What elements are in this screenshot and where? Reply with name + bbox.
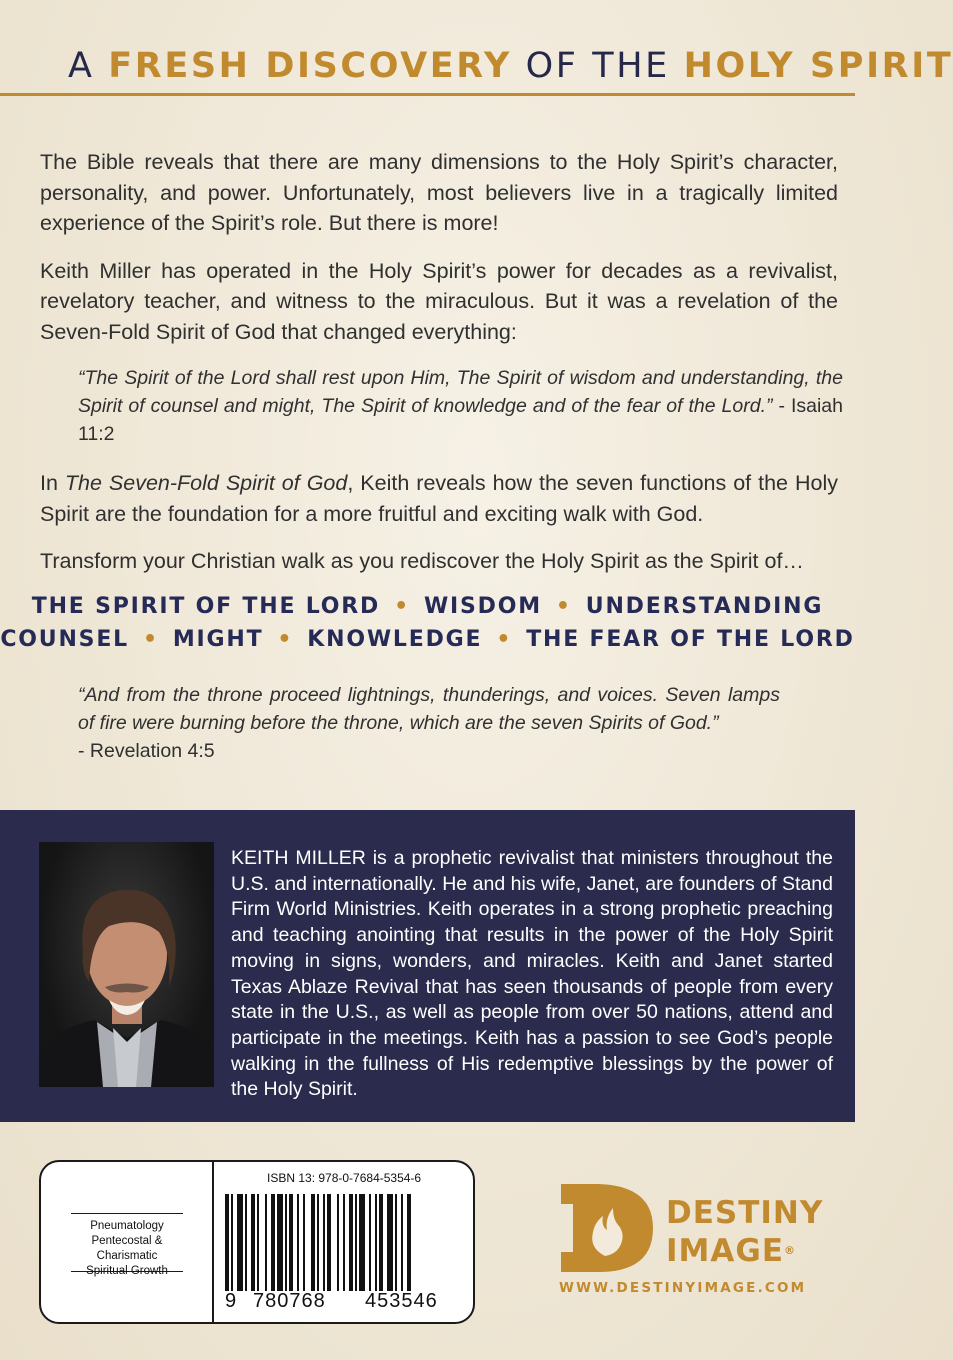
- brand-line-1: DESTINY: [666, 1195, 824, 1231]
- bullet-separator: •: [142, 627, 159, 652]
- seven-spirits-list: [0, 590, 855, 656]
- spirit-knowledge: KNOWLEDGE: [307, 627, 483, 652]
- revelation-quote-ref: - Revelation 4:5: [78, 740, 215, 762]
- revelation-quote: [78, 681, 780, 765]
- headline-part-holy-spirit: HOLY SPIRIT: [683, 46, 953, 86]
- paragraph-3-start: In: [40, 471, 65, 495]
- bullet-separator: •: [555, 594, 572, 619]
- bullet-separator: •: [394, 594, 410, 619]
- isaiah-quote: [78, 364, 843, 448]
- headline-part-fresh-discovery: FRESH DISCOVERY: [108, 46, 512, 86]
- category-item: Pentecostal & Charismatic: [91, 1235, 163, 1262]
- paragraph-2: Keith Miller has operated in the Holy Spirit’s power for decades as a revivalist, revelatory teacher, and witness to the miraculous. But it was a revelation of the Seven-Fold Spirit of God that changed everything:: [40, 258, 838, 344]
- isaiah-quote-ref: - Isaiah 11:2: [78, 395, 843, 445]
- bullet-separator: •: [496, 627, 513, 652]
- headline-rule: [0, 93, 855, 96]
- isaiah-quote-text: “The Spirit of the Lord shall rest upon Him, The Spirit of wisdom and understanding, the Spirit of counsel and might, The Spirit of knowledge and of the fear of the Lord.”: [78, 367, 843, 417]
- barcode-panel: [39, 1160, 475, 1324]
- spirit-might: MIGHT: [172, 627, 264, 652]
- category-panel: [41, 1162, 214, 1322]
- spirits-line-2: [0, 623, 855, 656]
- spirit-fear-of-the-lord: THE FEAR OF THE LORD: [526, 627, 855, 652]
- cover-headline: [0, 40, 953, 92]
- category-item: Pneumatology: [90, 1220, 164, 1232]
- brand-line-2-text: IMAGE: [666, 1233, 784, 1269]
- author-photo: [39, 842, 214, 1087]
- subject-categories: [71, 1213, 183, 1277]
- spirit-wisdom: WISDOM: [423, 594, 542, 619]
- revelation-quote-text: “And from the throne proceed lightnings, thunderings, and voices. Seven lamps of fire were burning before the throne, which are the seven Spirits of God.”: [78, 684, 780, 734]
- barcode-digit-first: 9: [225, 1290, 238, 1312]
- barcode-digits-group-2: 453546: [365, 1290, 438, 1312]
- paragraph-1: The Bible reveals that there are many dimensions to the Holy Spirit’s character, personality, and power. Unfortunately, most believers live in a tragically limited experience of the Spirit’s role. But there is more!: [40, 150, 838, 235]
- spirit-the-lord: THE SPIRIT OF THE LORD: [31, 594, 381, 619]
- publisher-url: WWW.DESTINYIMAGE.COM: [559, 1280, 807, 1296]
- author-bio: KEITH MILLER is a prophetic revivalist that ministers throughout the U.S. and internationally. He and his wife, Janet, are founders of Stand Firm World Ministries. Keith operates in a strong prophetic preaching and teaching anointing that results in the power of the Holy Spirit moving in signs, wonders, and miracles. Keith and Janet started Texas Ablaze Revival that has seen thousands of people from every state in the U.S., as well as people from over 50 nations, attend and participate in the meetings. Keith has a passion to see God’s people walking in the fullness of His redemptive blessings by the power of the Holy Spirit.: [231, 847, 833, 1101]
- publisher-brand: [666, 1194, 823, 1270]
- barcode-digits-group-1: 780768: [253, 1290, 326, 1312]
- book-title-inline: The Seven-Fold Spirit of God: [64, 471, 348, 495]
- isbn-label: ISBN 13: 978-0-7684-5354-6: [267, 1171, 422, 1185]
- paragraph-3-end: , Keith reveals how the seven functions of the Holy Spirit are the foundation for a more fruitful and exciting walk with God.: [40, 471, 838, 526]
- registered-mark: ®: [784, 1244, 796, 1257]
- barcode-bars-icon: [225, 1194, 467, 1291]
- description-text: [40, 147, 843, 594]
- spirit-understanding: UNDERSTANDING: [585, 594, 824, 619]
- spirits-line-1: [0, 590, 855, 623]
- spirit-counsel: COUNSEL: [0, 627, 129, 652]
- brand-line-2: [666, 1232, 823, 1270]
- paragraph-4: Transform your Christian walk as you rediscover the Holy Spirit as the Spirit of…: [40, 549, 804, 573]
- bullet-separator: •: [277, 627, 294, 652]
- destiny-image-logo-icon: [559, 1182, 655, 1274]
- paragraph-3: [40, 468, 838, 529]
- headline-part-a: A: [68, 46, 109, 86]
- author-portrait-icon: [39, 842, 214, 1087]
- category-item: Spiritual Growth: [86, 1265, 168, 1277]
- headline-part-of-the: OF THE: [511, 46, 684, 86]
